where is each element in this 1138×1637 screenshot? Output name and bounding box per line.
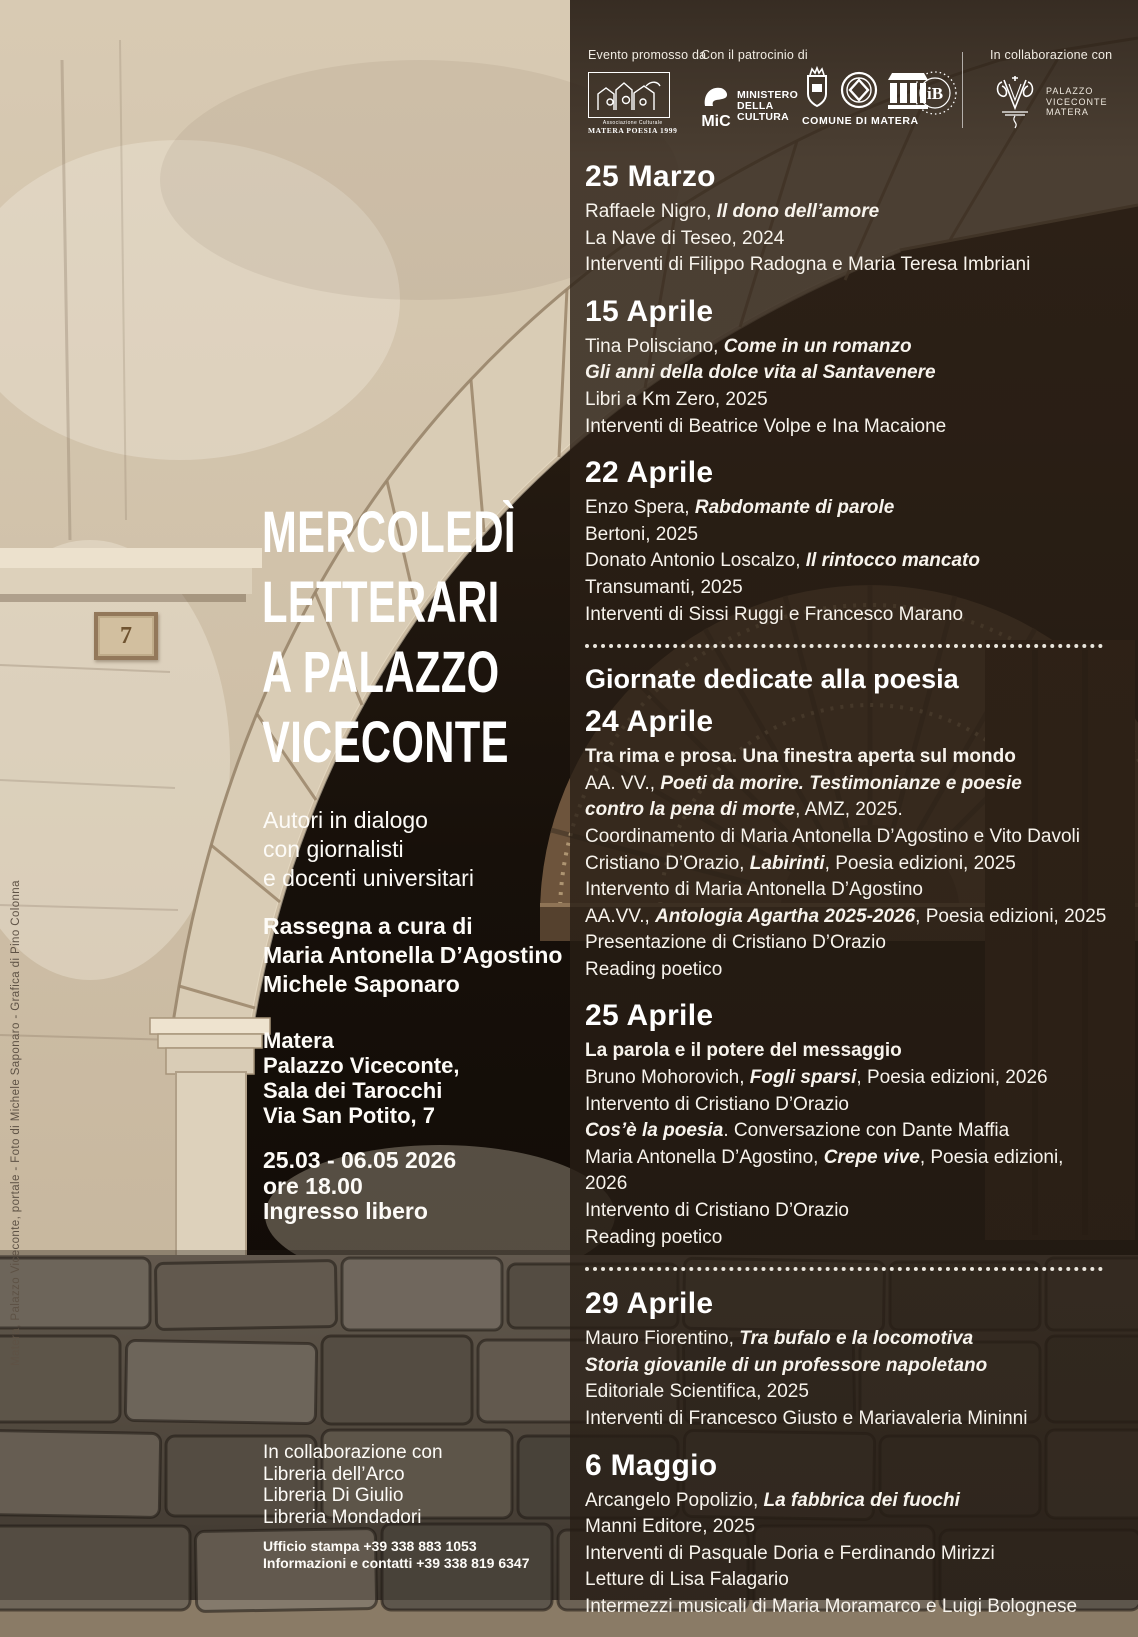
palazzo-viceconte-name-line: MATERA xyxy=(1046,107,1089,118)
palazzo-viceconte-logo xyxy=(992,74,1108,130)
event-date: 25 Marzo xyxy=(585,160,716,193)
event-block xyxy=(585,456,1110,628)
program-column xyxy=(585,160,1110,1637)
curated-by-line: Rassegna a cura di xyxy=(263,913,473,939)
curated-by-line: Michele Saponaro xyxy=(263,971,460,997)
event-line: Raffaele Nigro, Il dono dell’amore xyxy=(585,201,880,222)
event-line: Bruno Mohorovich, Fogli sparsi, Poesia edizioni, 2026 xyxy=(585,1067,1048,1089)
event-line: AA.VV., Antologia Agartha 2025-2026, Poesia edizioni, 2025 xyxy=(585,905,1107,927)
event-line: Maria Antonella D’Agostino, Crepe vive, Poesia edizioni, 2026 xyxy=(585,1146,1064,1195)
event-line: Enzo Spera, Rabdomante di parole xyxy=(585,497,895,519)
mic-acronym: MiC xyxy=(701,113,731,130)
venue-line: Sala dei Tarocchi xyxy=(263,1078,443,1103)
house-number-plaque xyxy=(94,612,158,660)
contact-info xyxy=(263,1538,530,1571)
event-line: Gli anni della dolce vita al Santavenere xyxy=(585,362,936,384)
event-line: Presentazione di Cristiano D’Orazio xyxy=(585,932,886,954)
event-date: 29 Aprile xyxy=(585,1287,714,1321)
event-line: Intervento di Cristiano D’Orazio xyxy=(585,1200,849,1222)
event-line: Storia giovanile di un professore napoletano xyxy=(585,1354,988,1376)
event-block xyxy=(585,1287,1110,1432)
curated-by-line: Maria Antonella D’Agostino xyxy=(263,942,563,968)
event-line: Interventi di Filippo Radogna e Maria Teresa Imbriani xyxy=(585,254,1031,276)
unibas-monogram: iB xyxy=(926,84,944,103)
header-divider xyxy=(962,52,963,128)
house-number: 7 xyxy=(120,622,132,649)
poster-title xyxy=(262,498,615,778)
event-line: Interventi di Pasquale Doria e Ferdinando Mirizzi xyxy=(585,1542,995,1564)
comune-matera-caption: COMUNE DI MATERA xyxy=(802,115,919,127)
event-line: Libri a Km Zero, 2025 xyxy=(585,388,768,410)
matera-poesia-logo xyxy=(588,72,677,135)
title-line: MERCOLEDÌ xyxy=(262,500,516,565)
comune-crest-icon xyxy=(802,66,832,110)
schedule-line: ore 18.00 xyxy=(263,1172,363,1199)
schedule-line: 25.03 - 06.05 2026 xyxy=(263,1147,457,1173)
venue-line: Palazzo Viceconte, xyxy=(263,1053,460,1078)
title-line: A PALAZZO xyxy=(262,640,500,705)
event-line: contro la pena di morte, AMZ, 2025. xyxy=(585,799,903,821)
promoted-by-label: Evento promosso da xyxy=(588,48,707,62)
event-line: Reading poetico xyxy=(585,958,723,980)
collaboration-line: Libreria Mondadori xyxy=(263,1506,422,1528)
event-line: Intervento di Cristiano D’Orazio xyxy=(585,1093,849,1115)
venue-line: Matera xyxy=(263,1028,334,1053)
universita-basilicata-logo xyxy=(912,70,958,121)
mic-name-line: MINISTERO xyxy=(737,89,799,101)
title-line: VICECONTE xyxy=(262,710,509,775)
collaboration-line: Libreria Di Giulio xyxy=(263,1485,404,1506)
dotted-divider xyxy=(585,644,1103,648)
matera-poesia-subcaption: Associazione Culturale xyxy=(602,120,663,126)
event-line: Bertoni, 2025 xyxy=(585,523,699,545)
collaboration-line: In collaborazione con xyxy=(263,1442,443,1463)
comune-emblem-icon xyxy=(839,70,879,110)
subtitle-line: e docenti universitari xyxy=(263,865,474,891)
schedule-info xyxy=(263,1148,456,1225)
collaboration-label: In collaborazione con xyxy=(990,48,1113,62)
event-date: 25 Aprile xyxy=(585,999,714,1033)
photo-credit: Matera, Palazzo Viceconte, portale - Foto di Michele Saponaro - Grafica di Pino Colonna xyxy=(10,880,22,1366)
event-line: Intermezzi musicali di Maria Moramarco e Luigi Bolognese xyxy=(585,1595,1078,1617)
event-line: Interventi di Beatrice Volpe e Ina Macaione xyxy=(585,415,947,437)
event-line: Donato Antonio Loscalzo, Il rintocco mancato xyxy=(585,550,980,572)
event-line: Coordinamento di Maria Antonella D’Agostino e Vito Davoli xyxy=(585,825,1080,847)
event-line: La parola e il potere del messaggio xyxy=(585,1040,902,1062)
event-date: 6 Maggio xyxy=(585,1448,718,1482)
mic-name-line: DELLA xyxy=(737,100,774,112)
poster-subtitle xyxy=(263,806,474,893)
comune-matera-logo xyxy=(802,66,930,127)
event-line: Transumanti, 2025 xyxy=(585,576,743,598)
palazzo-viceconte-monogram-icon xyxy=(992,74,1038,130)
palazzo-viceconte-name-line: VICECONTE xyxy=(1046,96,1108,107)
venue-line: Via San Potito, 7 xyxy=(263,1103,435,1128)
curated-by xyxy=(263,912,562,999)
event-block xyxy=(585,160,1110,279)
event-line: Interventi di Francesco Giusto e Mariavaleria Mininni xyxy=(585,1408,1028,1429)
event-line: Interventi di Sissi Ruggi e Francesco Marano xyxy=(585,603,964,625)
subtitle-line: con giornalisti xyxy=(263,836,404,862)
matera-poesia-skyline-icon xyxy=(588,72,670,118)
event-line: AA. VV., Poeti da morire. Testimonianze e poesie xyxy=(585,772,1022,794)
event-line: Arcangelo Popolizio, La fabbrica dei fuochi xyxy=(585,1489,960,1511)
event-line: Cristiano D’Orazio, Labirinti, Poesia edizioni, 2025 xyxy=(585,852,1016,874)
contact-line: Informazioni e contatti +39 338 819 6347 xyxy=(263,1554,530,1571)
event-date: 24 Aprile xyxy=(585,705,714,739)
palazzo-viceconte-name-line: PALAZZO xyxy=(1046,86,1094,97)
schedule-line: Ingresso libero xyxy=(263,1198,428,1224)
event-line: Tina Polisciano, Come in un romanzo xyxy=(585,335,912,357)
event-date: 22 Aprile xyxy=(585,456,714,490)
event-block xyxy=(585,295,1110,440)
contact-line: Ufficio stampa +39 338 883 1053 xyxy=(263,1538,477,1554)
event-block xyxy=(585,1449,1110,1621)
section-heading: Giornate dedicate alla poesia xyxy=(585,664,959,695)
event-block xyxy=(585,999,1110,1251)
venue-info xyxy=(263,1028,459,1128)
patronage-label: Con il patrocinio di xyxy=(701,48,808,62)
mic-name-line: CULTURA xyxy=(737,111,790,123)
event-line: Letture di Lisa Falagario xyxy=(585,1569,789,1591)
event-line: Cos’è la poesia. Conversazione con Dante Maffia xyxy=(585,1120,1010,1142)
event-line: Editoriale Scientifica, 2025 xyxy=(585,1381,809,1403)
dotted-divider xyxy=(585,1267,1103,1271)
event-line: Tra rima e prosa. Una finestra aperta sul mondo xyxy=(585,746,1016,768)
mic-logo xyxy=(701,84,798,129)
event-block xyxy=(585,705,1110,983)
palazzo-viceconte-name xyxy=(1046,86,1108,118)
event-date: 15 Aprile xyxy=(585,294,714,328)
event-line: Reading poetico xyxy=(585,1226,723,1248)
mic-name xyxy=(737,90,798,123)
subtitle-line: Autori in dialogo xyxy=(263,807,428,833)
bookshop-collaboration xyxy=(263,1442,443,1528)
mic-symbol-icon xyxy=(701,84,731,110)
event-line: Mauro Fiorentino, Tra bufalo e la locomotiva xyxy=(585,1328,974,1350)
event-line: La Nave di Teseo, 2024 xyxy=(585,227,785,249)
event-line: Intervento di Maria Antonella D’Agostino xyxy=(585,879,923,901)
matera-poesia-caption: MATERA POESIA 1999 xyxy=(588,126,678,135)
title-line: LETTERARI xyxy=(262,570,500,635)
collaboration-line: Libreria dell’Arco xyxy=(263,1463,405,1485)
event-line: Manni Editore, 2025 xyxy=(585,1516,756,1538)
